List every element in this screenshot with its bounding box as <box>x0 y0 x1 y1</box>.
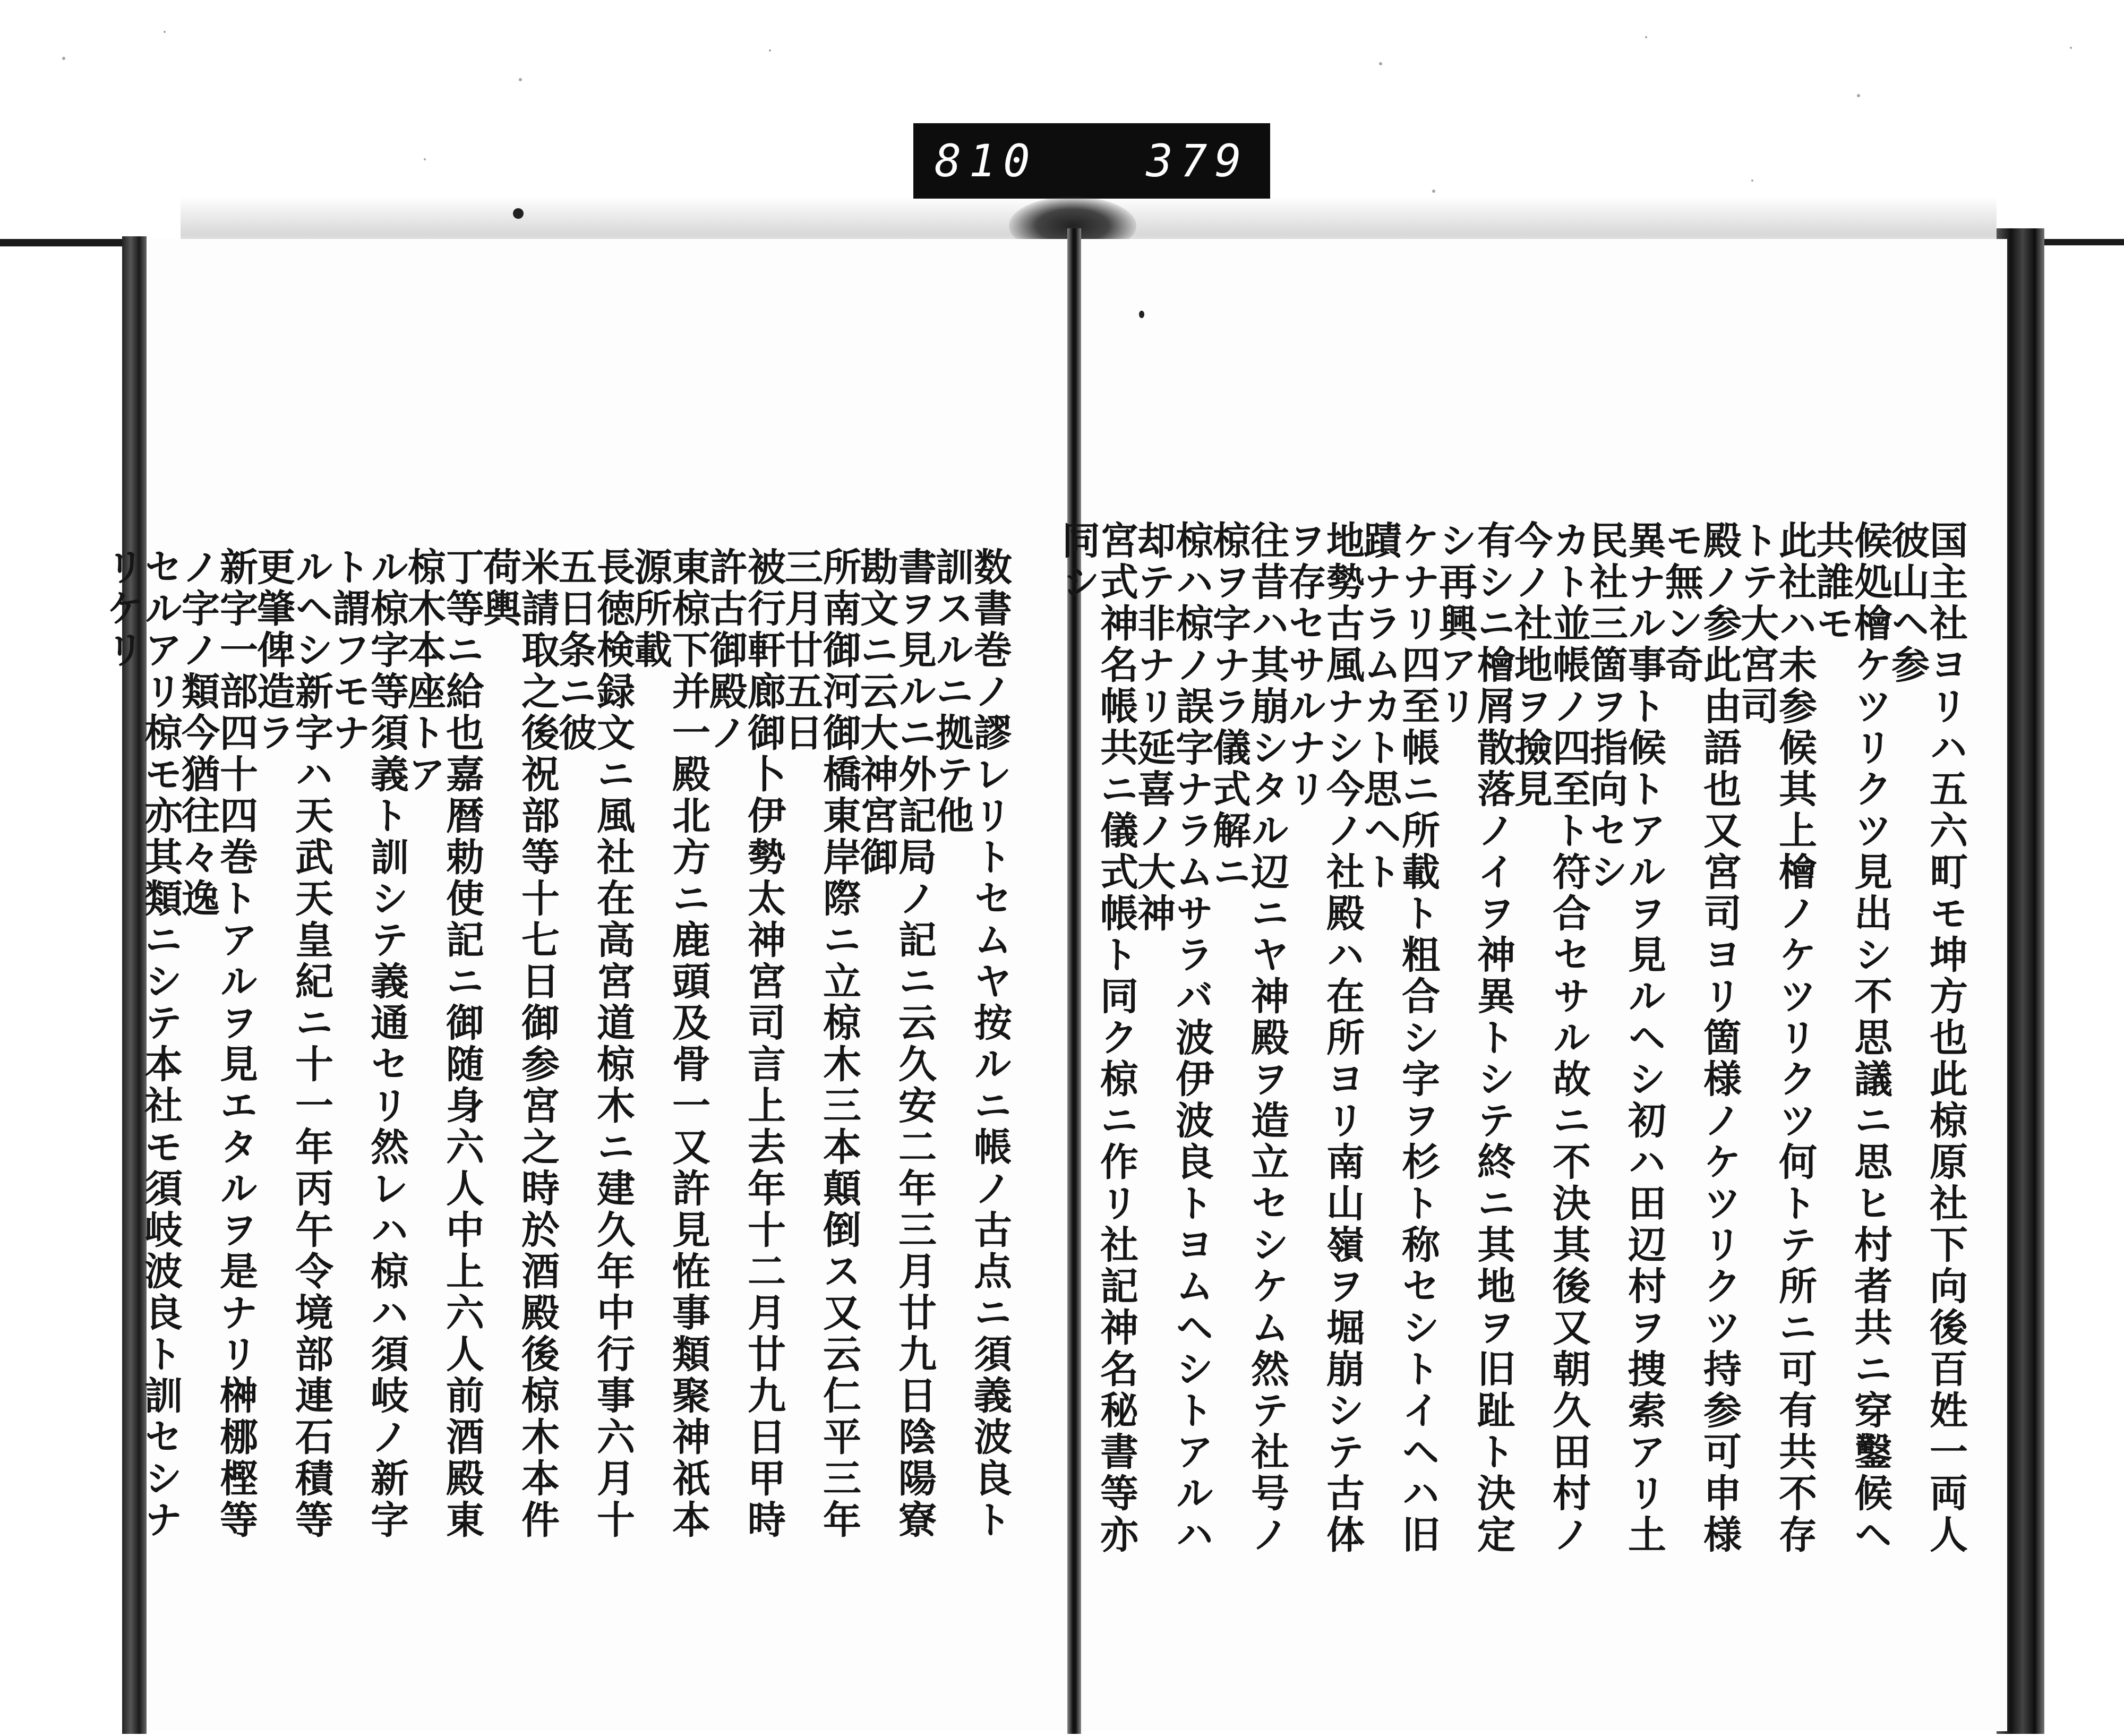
text-column: 候処檜ケツリクツ見出シ不思議ニ思ヒ村者共ニ穿鑿候ヘ共誰モ <box>1810 520 1893 1556</box>
text-column: 新字一部四十四巻トアルヲ見エタルヲ是ナリ榊梛樫等ノ字ノ類今猶往々逸 <box>175 547 259 1541</box>
text-column: 地勢古風ナシ今ノ社殿ハ在所ヨリ南山嶺ヲ堀崩シテ古体ヲ存セサルナリ <box>1282 520 1365 1556</box>
text-column: 東椋下并一殿北方ニ鹿頭及骨一又許見恠事類聚神祇本源所載 <box>628 547 711 1541</box>
text-column: 有シニ檜屑散落ノイヲ神異トシテ終ニ其地ヲ旧趾ト決定シ再興アリ <box>1433 520 1516 1556</box>
text-column: 書ヲ見ルニ外記局ノ記ニ云久安二年三月廿九日陰陽寮勘文ニ云大神宮御 <box>854 547 937 1541</box>
text-column: 宮式神名帳共ニ儀式帳ト同ク椋ニ作リ社記神名秘書等亦同シ <box>1056 520 1139 1556</box>
text-column: ルヘシ新字ハ天武天皇紀ニ十一年丙午令境部連石積等更肇俾造ラ <box>251 547 334 1541</box>
text-column: ケナリ四至帳ニ所載ト粗合シ字ヲ杉ト称セシトイヘハ旧蹟ナラムカト思ヘト <box>1357 520 1441 1556</box>
film-label-right: 379 <box>1146 135 1249 187</box>
left-page-text <box>100 547 1013 1556</box>
text-column: 被行軒廊御卜伊勢太神宮司言上去年十二月廿九日甲時許古御殿ノ <box>703 547 786 1541</box>
text-column: 殿ノ参此由語也又宮司ヨリ箇様ノケツリクツ持参可申様モ無ン奇 <box>1659 520 1742 1556</box>
right-page-text <box>1056 520 1968 1561</box>
film-frame-label <box>913 123 1270 199</box>
text-column: セルアリ椋モ亦其類ニシテ本社モ須岐波良ト訓セシナリケリ <box>100 547 183 1541</box>
text-column: 米請取之後祝部等十七日御参宮之時於酒殿後椋木本件荷輿 <box>477 547 560 1541</box>
text-column: 異ナル事ト候トアルヲ見ルヘシ初ハ田辺村ヲ捜索アリ土民社三箇ヲ指向セシ <box>1583 520 1667 1556</box>
text-column: 国主社ヨリハ五六町モ坤方也此椋原社下向後百姓一両人彼山ヘ参 <box>1885 520 1968 1556</box>
text-column: 椋ハ椋ノ誤字ナラムサラバ波伊波良トヨムヘシトアルハ却テ非ナリ延喜ノ大神 <box>1131 520 1214 1556</box>
text-column: ル椋字等須義ト訓シテ義通セリ然レハ椋ハ須岐ノ新字ト謂フモナ <box>326 547 409 1541</box>
film-label-left: 810 <box>935 135 1038 187</box>
text-column: カト並帳ノ四至ト符合セサル故ニ不決其後又朝久田村ノ今ノ社地ヲ撿見 <box>1508 520 1591 1556</box>
left-board-edge <box>0 239 122 246</box>
text-column: 往昔ハ其崩シタル辺ニヤ神殿ヲ造立セシケム然テ社号ノ椋ヲ字ナラ儀式解ニ <box>1206 520 1290 1556</box>
text-column: 此社ハ未参候其上檜ノケツリクツ何トテ所ニ可有共不存トテ大宮司 <box>1734 520 1818 1556</box>
ink-spot <box>1139 311 1144 318</box>
right-board-edge <box>2044 239 2124 245</box>
ink-spot <box>513 208 524 219</box>
text-column: 丁等ニ給也嘉暦勅使記ニ御随身六人中上六人前酒殿東椋木本座トア <box>401 547 485 1541</box>
text-column: 所南御河御橋東岸際ニ立椋木三本顛倒ス又云仁平三年三月廿五日 <box>778 547 862 1541</box>
text-column: 長徳検録文ニ風社在高宮道椋木ニ建久年中行事六月十五日条ニ彼 <box>552 547 636 1541</box>
text-column: 数書巻ノ謬レリトセムヤ按ルニ帳ノ古点ニ須義波良ト訓スルニ拠テ他 <box>929 547 1013 1541</box>
